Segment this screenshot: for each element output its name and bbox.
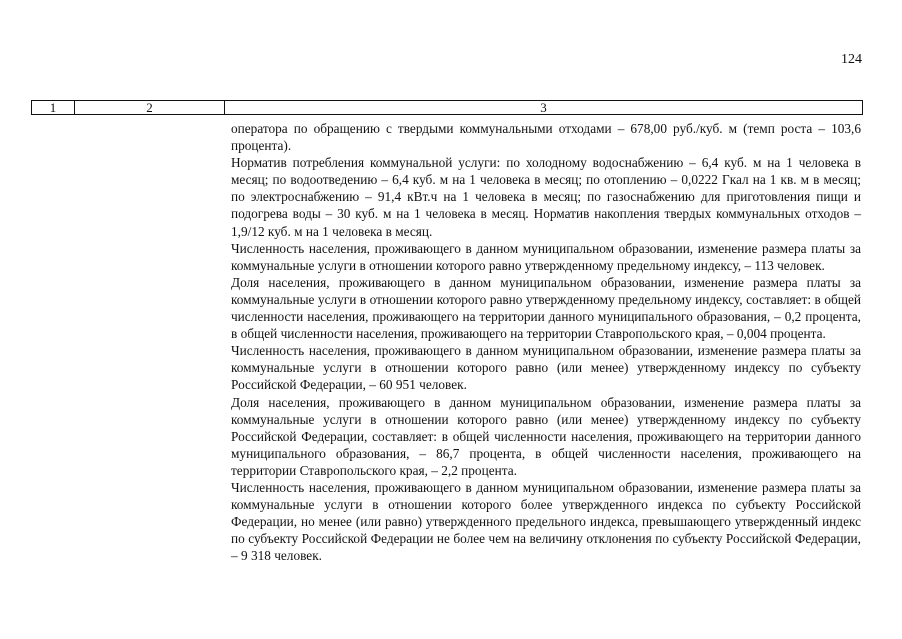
document-body [231,120,861,564]
column-header-2: 2 [75,101,225,115]
column-header-1: 1 [32,101,75,115]
column-header-3: 3 [225,101,863,115]
column-header-row [32,101,863,115]
paragraph-tariff-continuation: оператора по обращению с твердыми коммунальными отходами – 678,00 руб./куб. м (темп роста – 103,6 процента). [231,121,861,154]
paragraph-share-within-regional-index: Доля населения, проживающего в данном муниципальном образовании, изменение размера платы за коммунальные услуги в отношении которого равно (или менее) утвержденному индексу по субъекту Российской Федерации, составляет: в общей численности населения, проживающего на территории данного муниципального образования, – 86,7 процента, в общей численности населения, проживающего на территории Ставропольского края, – 2,2 процента. [231,394,861,478]
paragraph-population-equal-limit: Численность населения, проживающего в данном муниципальном образовании, изменение размера платы за коммунальные услуги в отношении которого равно утвержденному предельному индексу, – 113 человек. [231,240,861,273]
column-header-table [31,100,863,115]
page-number: 124 [841,52,862,67]
paragraph-consumption-norms: Норматив потребления коммунальной услуги: по холодному водоснабжению – 6,4 куб. м на 1 человека в месяц; по водоотведению – 6,4 куб. м на 1 человека в месяц; по отоплению – 0,0222 Гкал на 1 кв. м в месяц; по электроснабжению – 91,4 кВт.ч на 1 человека в месяц; по газоснабжению для приготовления пищи и подогрева воды – 30 куб. м на 1 человека в месяц. Норматив накопления твердых коммунальных отходов – 1,9/12 куб. м на 1 человека в месяц. [231,155,861,239]
paragraph-population-within-regional-index: Численность населения, проживающего в данном муниципальном образовании, изменение размера платы за коммунальные услуги в отношении которого равно (или менее) утвержденному индексу по субъекту Российской Федерации, – 60 951 человек. [231,343,861,393]
paragraph-share-equal-limit: Доля населения, проживающего в данном муниципальном образовании, изменение размера платы за коммунальные услуги в отношении которого равно утвержденному предельному индексу, составляет: в общей численности населения, проживающего на территории данного муниципального образования, – 0,2 процента, в общей численности населения, проживающего на территории Ставропольского края, – 0,004 процента. [231,274,861,342]
paragraph-population-above-regional-index: Численность населения, проживающего в данном муниципальном образовании, изменение размера платы за коммунальные услуги в отношении которого более утвержденного индекса по субъекту Российской Федерации, но менее (или равно) утвержденного предельного индекса, превышающего утвержденный индекс по субъекту Российской Федерации не более чем на величину отклонения по субъекту Российской Федерации, – 9 318 человек. [231,479,861,564]
